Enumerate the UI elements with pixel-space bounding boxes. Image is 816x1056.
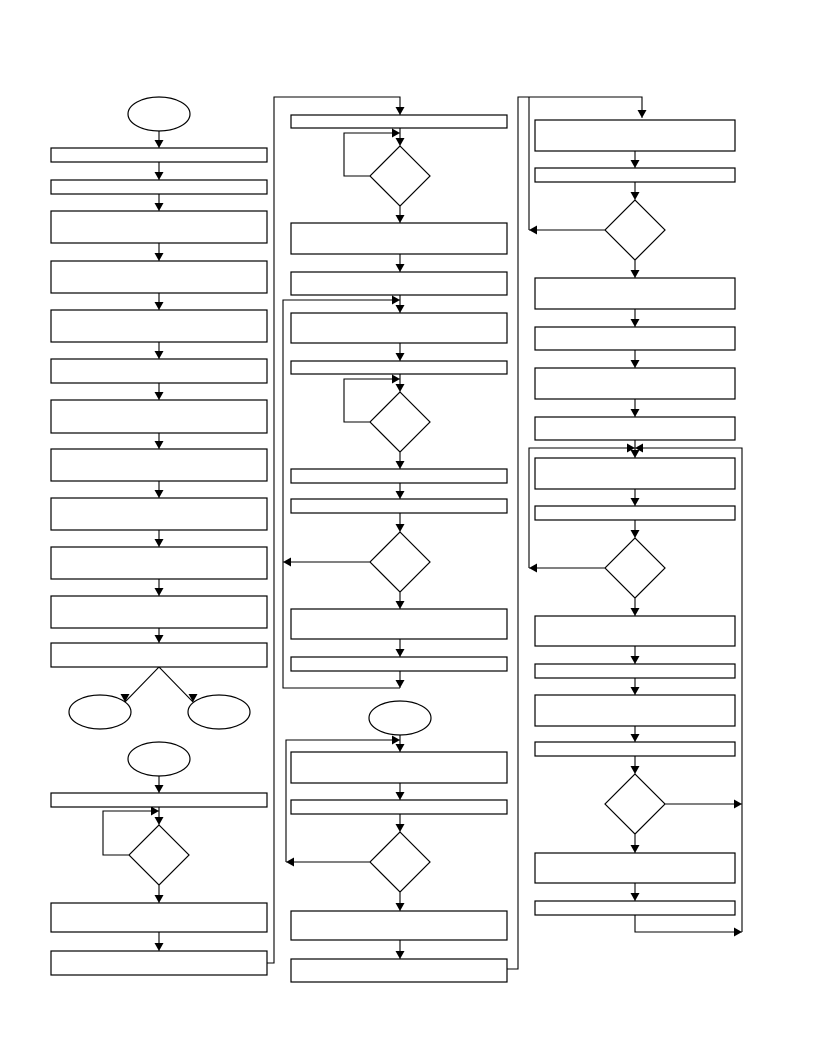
- process-box-55: [535, 901, 735, 915]
- terminator-oval-16: [128, 742, 190, 776]
- node-layer: [51, 97, 735, 982]
- process-box-7: [51, 359, 267, 383]
- arrowhead-31: [396, 524, 405, 532]
- process-box-2: [51, 148, 267, 162]
- arrowhead-35: [396, 680, 405, 688]
- arrowhead-50: [631, 270, 640, 278]
- arrowhead-59: [631, 608, 640, 616]
- arrowhead-12: [155, 635, 164, 643]
- arrowhead-11: [155, 588, 164, 596]
- terminator-oval-33: [369, 701, 431, 735]
- arrowhead-64: [734, 800, 742, 809]
- connector-67: [635, 915, 742, 932]
- process-box-43: [535, 327, 735, 350]
- arrowhead-47: [631, 192, 640, 200]
- arrowhead-61: [631, 687, 640, 695]
- arrowhead-7: [155, 392, 164, 400]
- arrowhead-44: [396, 951, 405, 959]
- process-box-11: [51, 547, 267, 579]
- arrowhead-32: [283, 558, 291, 567]
- process-box-10: [51, 498, 267, 530]
- connector-14: [159, 667, 193, 702]
- arrowhead-33: [396, 601, 405, 609]
- arrowhead-4: [155, 253, 164, 261]
- arrowhead-56: [631, 530, 640, 538]
- process-box-12: [51, 596, 267, 628]
- arrowhead-26: [396, 353, 405, 361]
- process-box-6: [51, 310, 267, 342]
- decision-diamond-48: [605, 538, 665, 598]
- decision-diamond-36: [370, 832, 430, 892]
- decision-diamond-18: [129, 825, 189, 885]
- process-box-9: [51, 449, 267, 481]
- decision-diamond-53: [605, 774, 665, 834]
- process-box-23: [291, 223, 507, 254]
- arrowhead-65: [631, 845, 640, 853]
- terminator-oval-1: [128, 97, 190, 131]
- arrowhead-41: [286, 858, 294, 867]
- arrowhead-51: [631, 319, 640, 327]
- arrowhead-43: [396, 903, 405, 911]
- process-box-17: [51, 793, 267, 807]
- connector-13: [125, 667, 159, 702]
- arrowhead-48: [529, 226, 537, 235]
- arrowhead-55: [631, 498, 640, 506]
- arrowhead-63: [631, 766, 640, 774]
- arrowhead-21: [396, 138, 405, 146]
- arrowhead-2: [155, 172, 164, 180]
- arrowhead-25: [396, 305, 405, 313]
- arrowhead-8: [155, 441, 164, 449]
- arrowhead-23: [396, 215, 405, 223]
- arrowhead-24: [396, 264, 405, 272]
- arrowhead-62: [631, 734, 640, 742]
- arrowhead-18: [155, 895, 164, 903]
- terminator-oval-14: [69, 695, 131, 729]
- arrowhead-20: [396, 107, 405, 115]
- arrowhead-37: [392, 296, 400, 305]
- arrowhead-60: [631, 656, 640, 664]
- arrowhead-1: [155, 140, 164, 148]
- arrowhead-52: [631, 360, 640, 368]
- arrowhead-17: [151, 807, 159, 816]
- arrowhead-28: [392, 375, 400, 384]
- process-box-54: [535, 853, 735, 883]
- process-box-4: [51, 211, 267, 243]
- process-box-25: [291, 313, 507, 343]
- arrowhead-53: [631, 409, 640, 417]
- arrowhead-6: [155, 351, 164, 359]
- arrowhead-38: [396, 744, 405, 752]
- arrowhead-19: [155, 943, 164, 951]
- process-box-20: [51, 951, 267, 975]
- arrowhead-54: [631, 450, 640, 458]
- process-box-47: [535, 506, 735, 520]
- process-box-29: [291, 499, 507, 513]
- process-box-26: [291, 361, 507, 374]
- decision-diamond-30: [370, 532, 430, 592]
- process-box-5: [51, 261, 267, 293]
- decision-diamond-41: [605, 200, 665, 260]
- arrowhead-42: [392, 736, 400, 745]
- decision-diamond-27: [370, 392, 430, 452]
- decision-diamond-22: [370, 146, 430, 206]
- process-box-42: [535, 278, 735, 309]
- process-box-3: [51, 180, 267, 194]
- arrowhead-40: [396, 824, 405, 832]
- process-box-38: [291, 959, 507, 982]
- arrowhead-67: [734, 928, 742, 937]
- arrowhead-27: [396, 384, 405, 392]
- process-box-24: [291, 272, 507, 295]
- process-box-37: [291, 911, 507, 940]
- arrowhead-30: [396, 491, 405, 499]
- arrowhead-15: [155, 785, 164, 793]
- arrowhead-39: [396, 792, 405, 800]
- process-box-34: [291, 752, 507, 783]
- process-box-51: [535, 695, 735, 726]
- process-box-35: [291, 800, 507, 814]
- process-box-8: [51, 400, 267, 433]
- process-box-13: [51, 643, 267, 667]
- process-box-28: [291, 469, 507, 483]
- terminator-oval-15: [188, 695, 250, 729]
- process-box-21: [291, 115, 507, 128]
- process-box-50: [535, 664, 735, 678]
- process-box-40: [535, 168, 735, 182]
- arrowhead-22: [392, 129, 400, 138]
- arrowhead-46: [631, 160, 640, 168]
- arrowhead-45: [638, 110, 647, 118]
- process-box-45: [535, 417, 735, 440]
- arrowhead-29: [396, 461, 405, 469]
- process-box-52: [535, 742, 735, 756]
- arrowhead-5: [155, 302, 164, 310]
- arrowhead-34: [396, 649, 405, 657]
- arrowhead-16: [155, 817, 164, 825]
- arrowhead-10: [155, 539, 164, 547]
- arrowhead-57: [529, 564, 537, 573]
- arrowhead-9: [155, 490, 164, 498]
- process-box-39: [535, 120, 735, 151]
- process-box-32: [291, 657, 507, 671]
- process-box-46: [535, 458, 735, 489]
- process-box-49: [535, 616, 735, 646]
- process-box-31: [291, 609, 507, 639]
- process-box-19: [51, 903, 267, 932]
- process-box-44: [535, 368, 735, 399]
- arrowhead-3: [155, 203, 164, 211]
- arrowhead-66: [631, 893, 640, 901]
